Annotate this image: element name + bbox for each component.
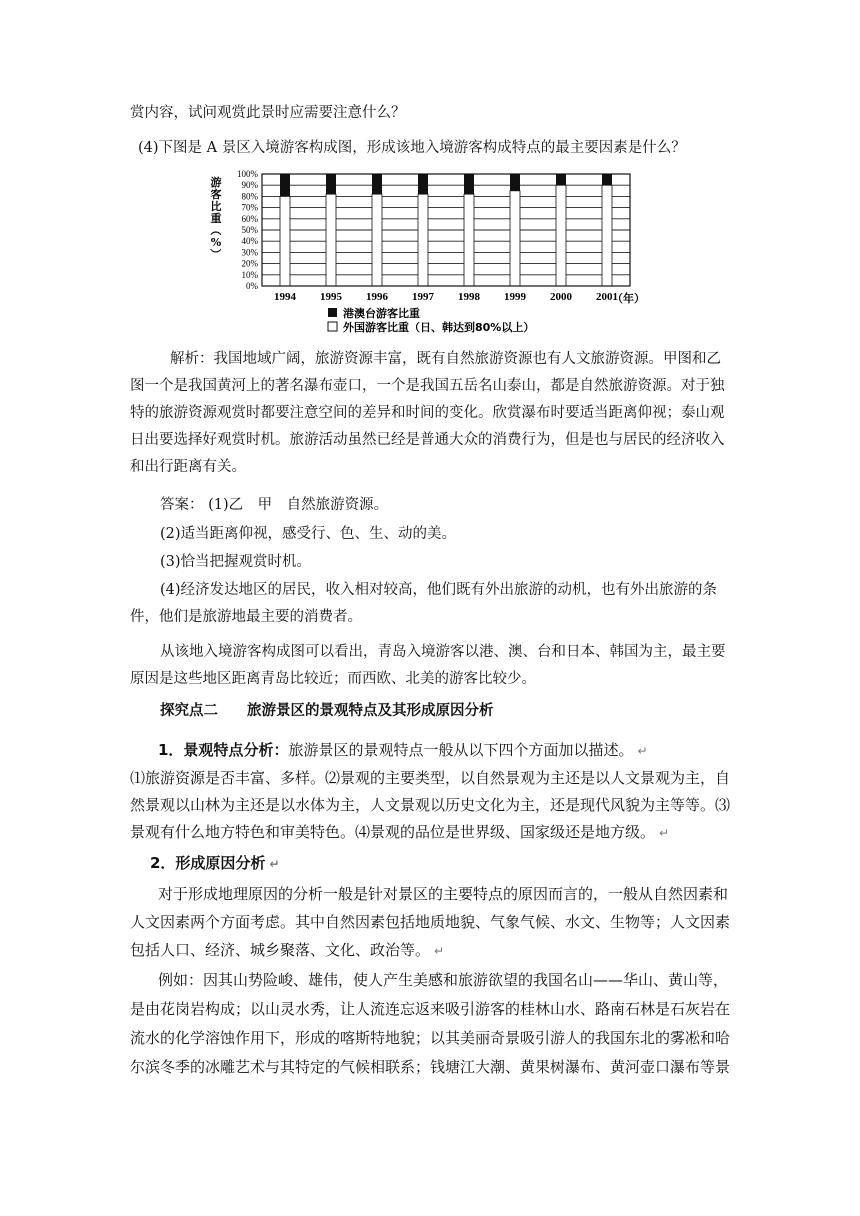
- bar-hmt: [372, 174, 382, 194]
- tourist-composition-chart: [200, 164, 645, 336]
- answer-3: (3)恰当把握观赏时机。: [160, 554, 312, 570]
- y-tick-label: 60%: [241, 213, 258, 224]
- question-4: (4)下图是 A 景区入境游客构成图，形成该地入境游客构成特点的最主要因素是什么？: [138, 140, 686, 156]
- y-tick-label: 70%: [241, 202, 258, 213]
- x-tick-label: 1994: [274, 291, 296, 303]
- bar-foreign: [372, 194, 382, 286]
- y-tick-label: 100%: [237, 169, 258, 179]
- chart-gridlines: [262, 185, 630, 275]
- bar-foreign: [556, 185, 566, 286]
- analysis-paragraph: 解析：我国地域广阔，旅游资源丰富，既有自然旅游资源也有人文旅游资源。甲图和乙图一个是我国黄河上的著名瀑布壶口，一个是我国五岳名山泰山，都是自然旅游资源。对于独特的旅游资源观赏时都要注意空间的差异和时间的变化。欣赏瀑布时要适当距离仰视；泰山观日出要选择好观赏时机。旅游活动虽然已经是普通大众的消费行为，但是也与居民的经济收入和出行距离有关。: [130, 351, 725, 475]
- x-tick-labels: [274, 291, 618, 303]
- bar-hmt: [326, 174, 336, 194]
- return-mark: ↵: [434, 944, 445, 958]
- x-tick-label: 1998: [458, 291, 480, 303]
- section-1-title: 1．景观特点分析：: [158, 741, 289, 759]
- y-tick-label: 20%: [241, 258, 258, 269]
- bar-hmt: [418, 174, 428, 194]
- section-2-title: 2．形成原因分析 ↵: [150, 854, 280, 872]
- x-axis-unit: （年）: [612, 293, 645, 305]
- bar-hmt: [556, 174, 566, 185]
- legend-swatch-hmt: [328, 308, 337, 317]
- section-1: [158, 737, 738, 765]
- answer-explanation: 从该地入境游客构成图可以看出，青岛入境游客以港、澳、台和日本、韩国为主，最主要原因是这些地区距离青岛比较近；而西欧、北美的游客比较少。: [130, 644, 726, 687]
- y-tick-label: 90%: [241, 180, 258, 191]
- y-axis-label-char: ）: [209, 248, 222, 260]
- y-axis-label-char: 重: [210, 212, 222, 225]
- y-axis-label: [209, 175, 222, 260]
- y-axis-label-char: （: [209, 224, 222, 236]
- x-tick-label: 1997: [412, 291, 434, 303]
- y-tick-label: 40%: [241, 236, 258, 247]
- y-axis-label-char: 客: [210, 188, 222, 201]
- bar-foreign: [280, 196, 290, 286]
- y-axis-label-char: %: [210, 236, 222, 249]
- answer-2: (2)适当距离仰视，感受行、色、生、动的美。: [160, 526, 457, 542]
- y-tick-label: 0%: [246, 281, 258, 291]
- section-1-intro: 旅游景区的景观特点一般从以下四个方面加以描述。: [288, 741, 634, 759]
- return-mark: ↵: [659, 826, 670, 840]
- x-tick-label: 1996: [366, 291, 388, 303]
- section-1-body: ⑴旅游资源是否丰富、多样。⑵景观的主要类型，以自然景观为主还是以人文景观为主，自然景观以山林为主还是以水体为主，人文景观以历史文化为主，还是现代风貌为主等等。⑶景观有什么地方特色和审美特色。⑷景观的品位是世界级、国家级还是地方级。 ↵: [130, 769, 731, 841]
- y-tick-label: 50%: [241, 225, 258, 235]
- x-tick-label: 1999: [504, 291, 526, 303]
- answer-1: 答案： (1)乙 甲 自然旅游资源。: [160, 497, 389, 513]
- bar-foreign: [464, 194, 474, 286]
- y-axis-label-char: 游: [210, 176, 222, 189]
- x-tick-label: 1995: [320, 291, 342, 303]
- return-mark: ↵: [269, 857, 280, 871]
- y-tick-label: 30%: [241, 247, 258, 258]
- y-tick-label: 80%: [241, 191, 258, 202]
- bar-hmt: [280, 174, 290, 196]
- return-mark: ↵: [637, 744, 648, 758]
- bar-foreign: [602, 185, 612, 286]
- bar-hmt: [602, 174, 612, 185]
- x-tick-label: 2001: [596, 291, 618, 303]
- answer-4: (4)经济发达地区的居民，收入相对较高，他们既有外出旅游的动机，也有外出旅游的条件，他们是旅游地最主要的消费者。: [130, 582, 718, 625]
- x-tick-label: 2000: [550, 291, 572, 303]
- question-text-line: 赏内容，试问观赏此景时应需要注意什么？: [130, 105, 406, 121]
- bar-foreign: [326, 194, 336, 286]
- y-axis-label-char: 比: [210, 200, 222, 213]
- section-2-body: 对于形成地理原因的分析一般是针对景区的主要特点的原因而言的，一般从自然因素和人文因素两个方面考虑。其中自然因素包括地质地貌、气象气候、水文、生物等；人文因素包括人口、经济、城乡聚落、文化、政治等。 ↵: [130, 885, 731, 959]
- bar-hmt: [464, 174, 474, 194]
- bar-foreign: [510, 191, 520, 286]
- y-tick-labels: [237, 169, 259, 291]
- section-heading-tanjiu: 探究点二 旅游景区的景观特点及其形成原因分析: [160, 702, 494, 719]
- legend-label-foreign: 外国游客比重（日、韩达到80%以上）: [343, 321, 535, 334]
- legend-swatch-foreign: [328, 322, 337, 331]
- bar-foreign: [418, 194, 428, 286]
- example-paragraph: 例如：因其山势险峻、雄伟，使人产生美感和旅游欲望的我国名山——华山、黄山等，是由花岗岩构成；以山灵水秀，让人流连忘返来吸引游客的桂林山水、路南石林是石灰岩在流水的化学溶蚀作用下，形成的喀斯特地貌；以其美丽奇景吸引游人的我国东北的雾凇和哈尔滨冬季的冰雕艺术与其特定的气候相联系；钱塘江大潮、黄果树瀑布、黄河壶口瀑布等景: [130, 971, 731, 1076]
- y-tick-label: 10%: [241, 269, 258, 280]
- legend-label-hmt: 港澳台游客比重: [343, 307, 420, 320]
- bar-hmt: [510, 174, 520, 191]
